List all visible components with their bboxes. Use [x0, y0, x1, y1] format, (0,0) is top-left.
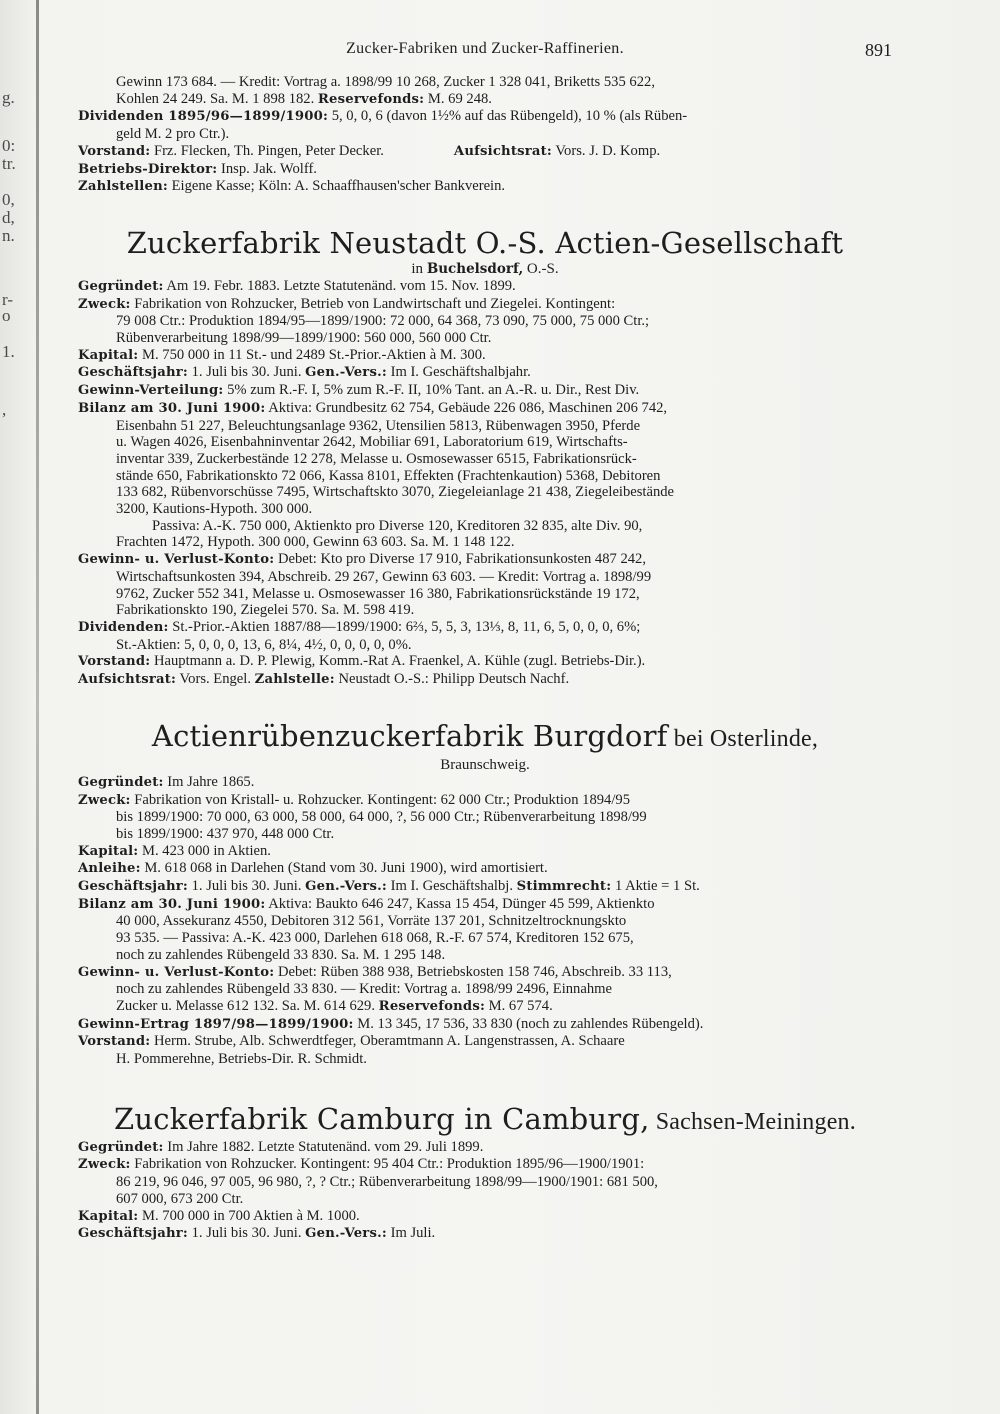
text-line: stände 650, Fabrikationskto 72 066, Kassa 8101, Effekten (Frachtenkaution) 5368, Debitoren — [116, 467, 661, 484]
founded-line: Gegründet: Am 19. Febr. 1883. Letzte Statutenänd. vom 15. Nov. 1899. — [78, 277, 516, 294]
text-line: 9762, Zucker 552 341, Melasse u. Osmosewasser 16 380, Fabrikationsrückstände 19 172, — [116, 585, 640, 602]
purpose-line: Zweck: Fabrikation von Kristall- u. Rohzucker. Kontingent: 62 000 Ctr.; Produktion 1894/95 — [78, 791, 631, 808]
text-line: u. Wagen 4026, Eisenbahninventar 2642, Mobiliar 691, Laboratorium 619, Wirtschafts- — [116, 434, 628, 451]
page-header — [80, 40, 890, 64]
text-line: bis 1899/1900: 437 970, 448 000 Ctr. — [116, 825, 335, 842]
company-title: Zuckerfabrik Neustadt O.-S. Actien-Gesellschaft — [126, 225, 844, 260]
entry-continuation — [78, 74, 892, 196]
facing-page-fragment: d, — [2, 208, 15, 227]
balance-line: Bilanz am 30. Juni 1900: Aktiva: Baukto 646 247, Kassa 15 454, Dünger 45 599, Aktienkto — [78, 895, 655, 912]
text-line: 133 682, Rübenvorschüsse 7495, Wirtschaftskto 3070, Ziegeleianlage 21 438, Ziegeleibestände — [116, 484, 675, 501]
dividends-line: Dividenden 1895/96—1899/1900: 5, 0, 0, 6 (davon 1½% auf das Rübengeld), 10 % (als Rüben- — [78, 108, 688, 125]
entry-camburg — [78, 1102, 892, 1243]
page-number: 891 — [865, 40, 892, 60]
fiscal-year-line: Geschäftsjahr: 1. Juli bis 30. Juni. Gen.-Vers.: Im I. Geschäftshalbjahr. — [78, 364, 531, 381]
capital-line: Kapital: M. 700 000 in 700 Aktien à M. 1000. — [78, 1207, 360, 1224]
capital-line: Kapital: M. 423 000 in Aktien. — [78, 842, 271, 859]
company-location: Braunschweig. — [440, 756, 530, 773]
facing-page-fragment: , — [2, 400, 7, 419]
balance-line: Bilanz am 30. Juni 1900: Aktiva: Grundbesitz 62 754, Gebäude 226 086, Maschinen 206 742, — [78, 399, 668, 416]
text-line: Wirtschaftsunkosten 394, Abschreib. 29 267, Gewinn 63 603. — Kredit: Vortrag a. 1898/99 — [116, 568, 652, 585]
entry-burgdorf — [78, 719, 892, 1068]
dividends-line: Dividenden: St.-Prior.-Aktien 1887/88—1899/1900: 6⅔, 5, 5, 3, 13⅓, 8, 11, 6, 5, 0, 0, 0, 6%; — [78, 618, 641, 635]
board-line: Vorstand: Herm. Strube, Alb. Schwerdtfeger, Oberamtmann A. Langenstrassen, A. Schaare — [78, 1033, 625, 1050]
text-line: 607 000, 673 200 Ctr. — [116, 1190, 244, 1207]
text-line: St.-Aktien: 5, 0, 0, 0, 13, 6, 8¼, 4½, 0, 0, 0, 0, 0%. — [116, 636, 412, 653]
text-line: noch zu zahlendes Rübengeld 33 830. Sa. M. 1 295 148. — [116, 946, 446, 963]
facing-page-fragment: g. — [2, 88, 15, 107]
text-line: Kohlen 24 249. Sa. M. 1 898 182. Reservefonds: M. 69 248. — [116, 90, 492, 107]
text-line: bis 1899/1900: 70 000, 63 000, 58 000, 64 000, ?, 56 000 Ctr.; Rübenverarbeitung 1898/99 — [116, 809, 647, 826]
text-line: Passiva: A.-K. 750 000, Aktienkto pro Diverse 120, Kreditoren 32 835, alte Div. 90, — [152, 517, 643, 534]
facing-page-fragment: tr. — [2, 154, 16, 173]
loan-line: Anleihe: M. 618 068 in Darlehen (Stand vom 30. Juni 1900), wird amortisiert. — [78, 860, 548, 877]
company-location: in Buchelsdorf, O.-S. — [411, 260, 559, 277]
facing-page-fragment: 1. — [2, 342, 15, 361]
facing-page-fragment: r- — [2, 290, 13, 309]
running-title: Zucker-Fabriken und Zucker-Raffinerien. — [346, 40, 624, 57]
text-line: inventar 339, Zuckerbestände 12 278, Melasse u. Osmosewasser 6515, Fabrikationsrück- — [116, 450, 637, 467]
text-line: Frachten 1472, Hypoth. 300 000, Gewinn 63 603. Sa. M. 1 148 122. — [116, 534, 515, 551]
page-content — [78, 74, 892, 1243]
text-line: noch zu zahlendes Rübengeld 33 830. — Kredit: Vortrag a. 1898/99 2496, Einnahme — [116, 981, 612, 998]
paying-agents-line: Zahlstellen: Eigene Kasse; Köln: A. Schaaffhausen'scher Bankverein. — [78, 178, 506, 195]
facing-page-fragment: o — [2, 306, 11, 325]
facing-page-fragment: 0: — [2, 136, 16, 155]
text-line: 40 000, Assekuranz 4550, Debitoren 312 561, Vorräte 137 201, Schnitzeltrocknungskto — [116, 913, 627, 930]
purpose-line: Zweck: Fabrikation von Rohzucker. Kontingent: 95 404 Ctr.: Produktion 1895/96—1900/1901: — [78, 1156, 645, 1173]
facing-page-fragment: 0, — [2, 190, 15, 209]
text-line: Eisenbahn 51 227, Beleuchtungsanlage 9362, Utensilien 5813, Rübenwagen 3950, Pferde — [116, 417, 641, 434]
company-title: Actienrübenzuckerfabrik Burgdorf bei Osterlinde, — [151, 718, 819, 753]
fiscal-year-line: Geschäftsjahr: 1. Juli bis 30. Juni. Gen.-Vers.: Im Juli. — [78, 1225, 436, 1242]
text-line: 93 535. — Passiva: A.-K. 423 000, Darlehen 618 068, R.-F. 67 574, Kreditoren 152 675, — [116, 930, 634, 947]
text-line: 3200, Kautions-Hypoth. 300 000. — [116, 501, 313, 518]
text-line: 86 219, 96 046, 97 005, 96 980, ?, ? Ctr.; Rübenverarbeitung 1898/99—1900/1901: 681 500, — [116, 1174, 658, 1191]
company-title: Zuckerfabrik Camburg in Camburg, Sachsen-Meiningen. — [114, 1101, 856, 1136]
entry-neustadt — [78, 226, 892, 689]
profit-loss-line: Gewinn- u. Verlust-Konto: Debet: Rüben 388 938, Betriebskosten 158 746, Abschreib. 33 113, — [78, 963, 672, 980]
text-line: Fabrikationskto 190, Ziegelei 570. Sa. M. 598 419. — [116, 602, 415, 619]
text-line: Gewinn 173 684. — Kredit: Vortrag a. 1898/99 10 268, Zucker 1 328 041, Briketts 535 622, — [116, 74, 655, 90]
founded-line: Gegründet: Im Jahre 1882. Letzte Statutenänd. vom 29. Juli 1899. — [78, 1138, 484, 1155]
facing-page-fragment: n. — [2, 226, 15, 245]
profit-history-line: Gewinn-Ertrag 1897/98—1899/1900: M. 13 345, 17 536, 33 830 (noch zu zahlendes Rübengeld). — [78, 1015, 704, 1032]
text-line: H. Pommerehne, Betriebs-Dir. R. Schmidt. — [116, 1051, 367, 1068]
text-line: 79 008 Ctr.: Produktion 1894/95—1899/1900: 72 000, 64 368, 73 090, 75 000, 75 000 Ctr.; — [116, 313, 650, 330]
supervisory-line: Aufsichtsrat: Vors. Engel. Zahlstelle: Neustadt O.-S.: Philipp Deutsch Nachf. — [78, 671, 570, 688]
profit-distribution-line: Gewinn-Verteilung: 5% zum R.-F. I, 5% zum R.-F. II, 10% Tant. an A.-R. u. Dir., Rest Div. — [78, 382, 640, 399]
board-line: Vorstand: Hauptmann a. D. P. Plewig, Komm.-Rat A. Fraenkel, A. Kühle (zugl. Betriebs-Dir.). — [78, 653, 646, 670]
text-line: geld M. 2 pro Ctr.). — [116, 126, 230, 143]
capital-line: Kapital: M. 750 000 in 11 St.- und 2489 St.-Prior.-Aktien à M. 300. — [78, 346, 486, 363]
purpose-line: Zweck: Fabrikation von Rohzucker, Betrieb von Landwirtschaft und Ziegelei. Kontingent: — [78, 295, 616, 312]
fiscal-year-line: Geschäftsjahr: 1. Juli bis 30. Juni. Gen.-Vers.: Im I. Geschäftshalbj. Stimmrecht: 1 Aktie = 1 St. — [78, 878, 700, 895]
founded-line: Gegründet: Im Jahre 1865. — [78, 773, 255, 790]
director-line: Betriebs-Direktor: Insp. Jak. Wolff. — [78, 160, 317, 177]
board-line: Vorstand: Frz. Flecken, Th. Pingen, Peter Decker. Aufsichtsrat: Vors. J. D. Komp. — [78, 142, 661, 159]
text-line: Rübenverarbeitung 1898/99—1899/1900: 560 000, 560 000 Ctr. — [116, 330, 492, 347]
text-line: Zucker u. Melasse 612 132. Sa. M. 614 629. Reservefonds: M. 67 574. — [116, 997, 553, 1014]
facing-page-edge — [36, 0, 39, 1414]
profit-loss-line: Gewinn- u. Verlust-Konto: Debet: Kto pro Diverse 17 910, Fabrikationsunkosten 487 242, — [78, 551, 646, 568]
